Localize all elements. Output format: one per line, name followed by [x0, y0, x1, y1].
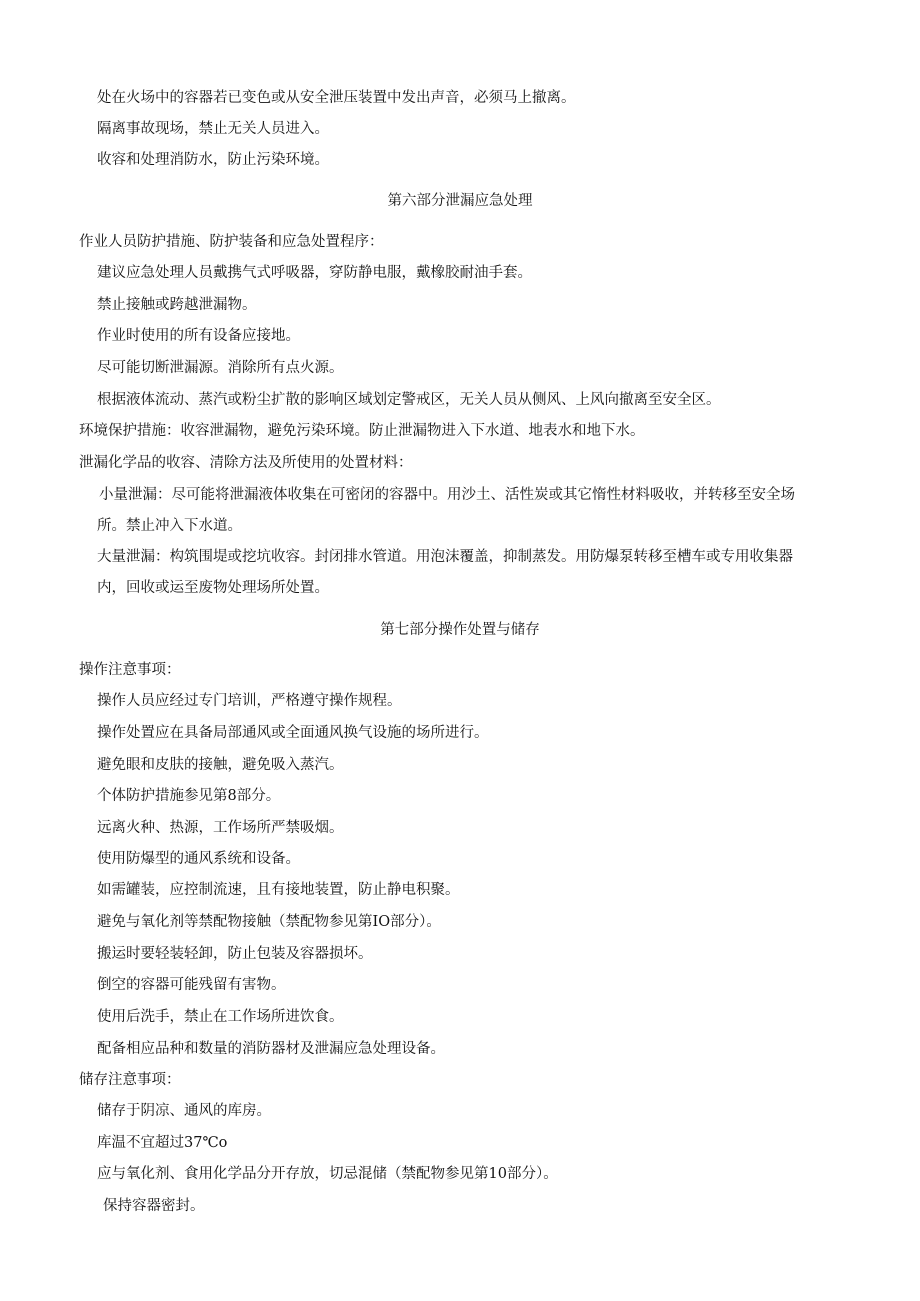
storage-item-3: 应与氧化剂、食用化学品分开存放，切忌混储（禁配物参见第10部分）。 — [97, 1166, 558, 1182]
handling-item-2: 操作处置应在具备局部通风或全面通风换气设施的场所进行。 — [97, 725, 489, 741]
env-protection-label: 环境保护措施： — [79, 423, 181, 439]
handling-item-7: 如需罐装，应控制流速，且有接地装置，防止静电积聚。 — [97, 882, 460, 898]
fire-note-3: 收容和处理消防水，防止污染环境。 — [97, 152, 329, 168]
storage-item-4: 保持容器密封。 — [103, 1198, 205, 1214]
handling-item-8: 避免与氧化剂等禁配物接触（禁配物参见第IO部分）。 — [97, 914, 441, 930]
section7-title: 第七部分操作处置与储存 — [380, 622, 540, 638]
env-protection-text: 收容泄漏物，避免污染环境。防止泄漏物进入下水道、地表水和地下水。 — [180, 423, 645, 439]
env-protection-row — [79, 421, 645, 441]
large-spill-line-2: 内，回收或运至废物处理场所处置。 — [97, 580, 329, 596]
cleanup-heading: 泄漏化学品的收容、清除方法及所使用的处置材料： — [79, 455, 413, 471]
handling-item-11: 使用后洗手，禁止在工作场所进饮食。 — [97, 1009, 344, 1025]
large-spill-line-1: 大量泄漏：构筑围堤或挖坑收容。封闭排水管道。用泡沫覆盖，抑制蒸发。用防爆泵转移至槽车或专用收集器 — [97, 549, 793, 565]
handling-item-9: 搬运时要轻装轻卸，防止包装及容器损坏。 — [97, 946, 373, 962]
storage-item-1: 储存于阴凉、通风的库房。 — [97, 1103, 271, 1119]
handling-heading: 操作注意事项： — [79, 662, 181, 678]
handling-item-5: 远离火种、热源，工作场所严禁吸烟。 — [97, 820, 344, 836]
fire-note-1: 处在火场中的容器若已变色或从安全泄压装置中发出声音，必须马上撤离。 — [97, 90, 576, 106]
small-spill-line-1: 小量泄漏：尽可能将泄漏液体收集在可密闭的容器中。用沙土、活性炭或其它惰性材料吸收，并转移至安全场 — [99, 487, 795, 503]
handling-item-12: 配备相应品种和数量的消防器材及泄漏应急处理设备。 — [97, 1041, 445, 1057]
personnel-item-4: 尽可能切断泄漏源。消除所有点火源。 — [97, 360, 344, 376]
small-spill-line-2: 所。禁止冲入下水道。 — [97, 518, 242, 534]
personnel-item-5: 根据液体流动、蒸汽或粉尘扩散的影响区域划定警戒区，无关人员从侧风、上风向撤离至安全区。 — [97, 392, 721, 408]
storage-item-2: 库温不宜超过37℃o — [97, 1135, 228, 1151]
personnel-item-2: 禁止接触或跨越泄漏物。 — [97, 297, 257, 313]
handling-item-10: 倒空的容器可能残留有害物。 — [97, 977, 286, 993]
section6-title: 第六部分泄漏应急处理 — [387, 193, 533, 209]
personnel-item-1: 建议应急处理人员戴携气式呼吸器，穿防静电服，戴橡胶耐油手套。 — [97, 265, 532, 281]
handling-item-4: 个体防护措施参见第8部分。 — [97, 788, 281, 804]
storage-heading: 储存注意事项： — [79, 1072, 181, 1088]
personnel-item-3: 作业时使用的所有设备应接地。 — [97, 328, 300, 344]
handling-item-1: 操作人员应经过专门培训，严格遵守操作规程。 — [97, 693, 402, 709]
section6-personnel-heading: 作业人员防护措施、防护装备和应急处置程序： — [79, 234, 384, 250]
fire-note-2: 隔离事故现场，禁止无关人员进入。 — [97, 121, 329, 137]
handling-item-6: 使用防爆型的通风系统和设备。 — [97, 851, 300, 867]
handling-item-3: 避免眼和皮肤的接触，避免吸入蒸汽。 — [97, 757, 344, 773]
